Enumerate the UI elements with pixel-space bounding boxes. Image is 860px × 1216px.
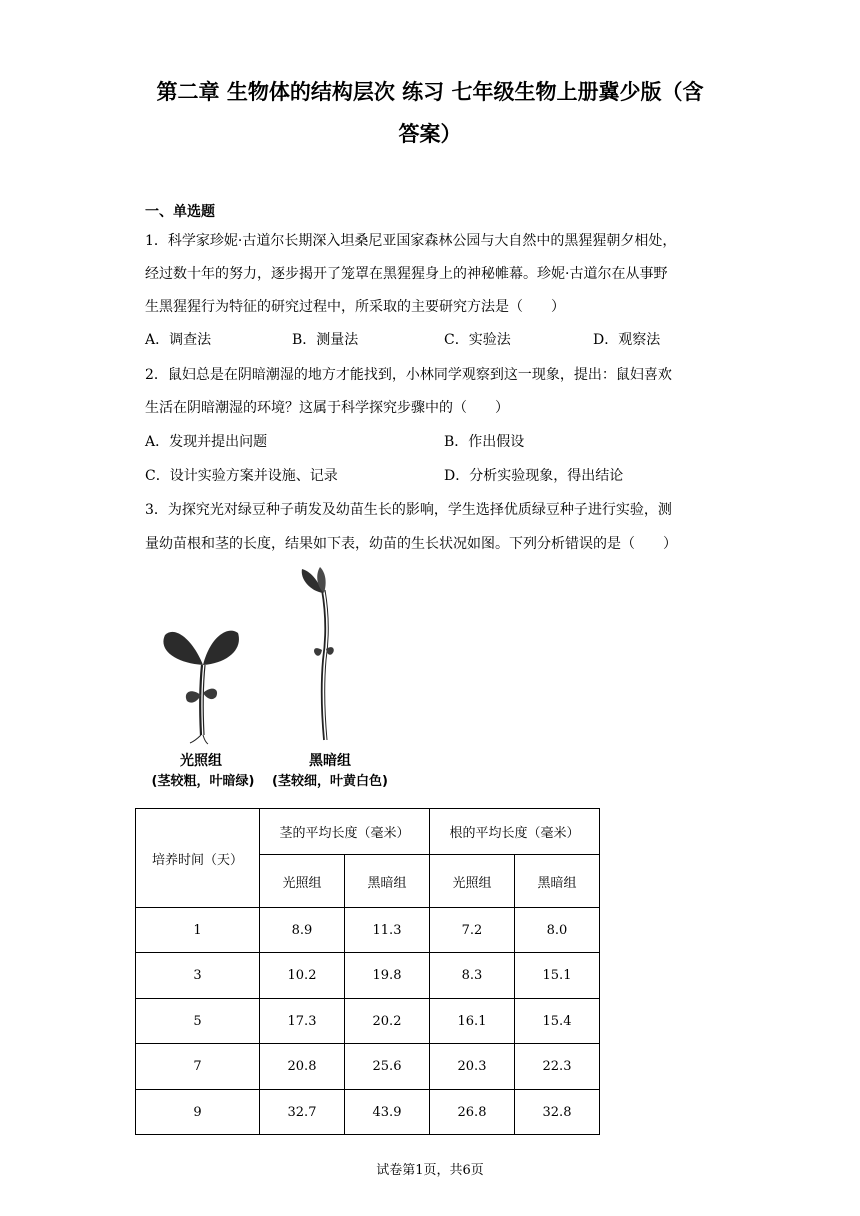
stem-dark-cell: 11.3 [345,908,430,953]
time-header: 培养时间（天） [136,809,260,908]
table-row [136,999,600,1044]
stem-dark-cell: 25.6 [345,1044,430,1090]
root-dark-cell: 32.8 [515,1090,600,1135]
root-light-cell: 26.8 [430,1090,515,1135]
stem-length-header: 茎的平均长度（毫米） [260,809,430,855]
dark-group-label: 黑暗组 [309,753,351,769]
root-dark-cell: 15.1 [515,953,600,999]
stem-dark-cell: 19.8 [345,953,430,999]
q3-line-2: 量幼苗根和茎的长度，结果如下表，幼苗的生长状况如图。下列分析错误的是（ ） [145,536,677,552]
root-length-header: 根的平均长度（毫米） [430,809,600,855]
root-dark-cell: 15.4 [515,999,600,1044]
q1-option-a: A．调查法 [145,332,212,348]
root-light-cell: 8.3 [430,953,515,999]
root-light-cell: 16.1 [430,999,515,1044]
root-light-header: 光照组 [430,855,515,908]
light-group-description: (茎较粗，叶暗绿) [151,774,255,789]
stem-dark-header: 黑暗组 [345,855,430,908]
table-row [136,953,600,999]
q2-line-2: 生活在阴暗潮湿的环境？这属于科学探究步骤中的（ ） [145,400,509,416]
stem-light-cell: 20.8 [260,1044,345,1090]
q2-option-a: A．发现并提出问题 [145,434,268,450]
stem-light-header: 光照组 [260,855,345,908]
stem-light-cell: 17.3 [260,999,345,1044]
q3-line-1: 3．为探究光对绿豆种子萌发及幼苗生长的影响，学生选择优质绿豆种子进行实验，测 [145,502,672,518]
page-footer: 试卷第1页，共6页 [376,1163,484,1178]
stem-light-cell: 8.9 [260,908,345,953]
day-cell: 7 [136,1044,260,1090]
root-dark-cell: 22.3 [515,1044,600,1090]
q2-option-c: C．设计实验方案并设施、记录 [145,468,338,484]
section-heading: 一、单选题 [145,204,215,220]
root-light-cell: 20.3 [430,1044,515,1090]
stem-light-cell: 10.2 [260,953,345,999]
growth-data-table [135,808,600,1135]
q2-option-d: D．分析实验现象，得出结论 [444,468,624,484]
q2-line-1: 2．鼠妇总是在阴暗潮湿的地方才能找到，小林同学观察到这一现象，提出：鼠妇喜欢 [145,367,672,383]
root-dark-cell: 8.0 [515,908,600,953]
light-group-label: 光照组 [180,753,222,769]
table-row [136,908,600,953]
light-seedling-illustration [163,631,239,744]
seedling-figure [150,565,410,745]
q1-line-3: 生黑猩猩行为特征的研究过程中，所采取的主要研究方法是（ ） [145,299,565,315]
root-light-cell: 7.2 [430,908,515,953]
document-title-line-1: 第二章 生物体的结构层次 练习 七年级生物上册冀少版（含 [156,80,704,104]
stem-dark-cell: 20.2 [345,999,430,1044]
q1-option-c: C．实验法 [444,332,511,348]
q1-option-b: B．测量法 [292,332,359,348]
dark-seedling-illustration [302,567,334,740]
table-row [136,1044,600,1090]
day-cell: 5 [136,999,260,1044]
dark-group-description: (茎较细，叶黄白色) [272,774,388,789]
q2-option-b: B．作出假设 [444,434,525,450]
root-dark-header: 黑暗组 [515,855,600,908]
stem-light-cell: 32.7 [260,1090,345,1135]
document-title-line-2: 答案） [398,122,462,146]
table-row [136,1090,600,1135]
q1-option-d: D．观察法 [593,332,661,348]
stem-dark-cell: 43.9 [345,1090,430,1135]
q1-line-2: 经过数十年的努力，逐步揭开了笼罩在黑猩猩身上的神秘帷幕。珍妮·古道尔在从事野 [145,266,668,282]
q1-line-1: 1．科学家珍妮·古道尔长期深入坦桑尼亚国家森林公园与大自然中的黑猩猩朝夕相处， [145,233,677,249]
day-cell: 3 [136,953,260,999]
day-cell: 1 [136,908,260,953]
day-cell: 9 [136,1090,260,1135]
